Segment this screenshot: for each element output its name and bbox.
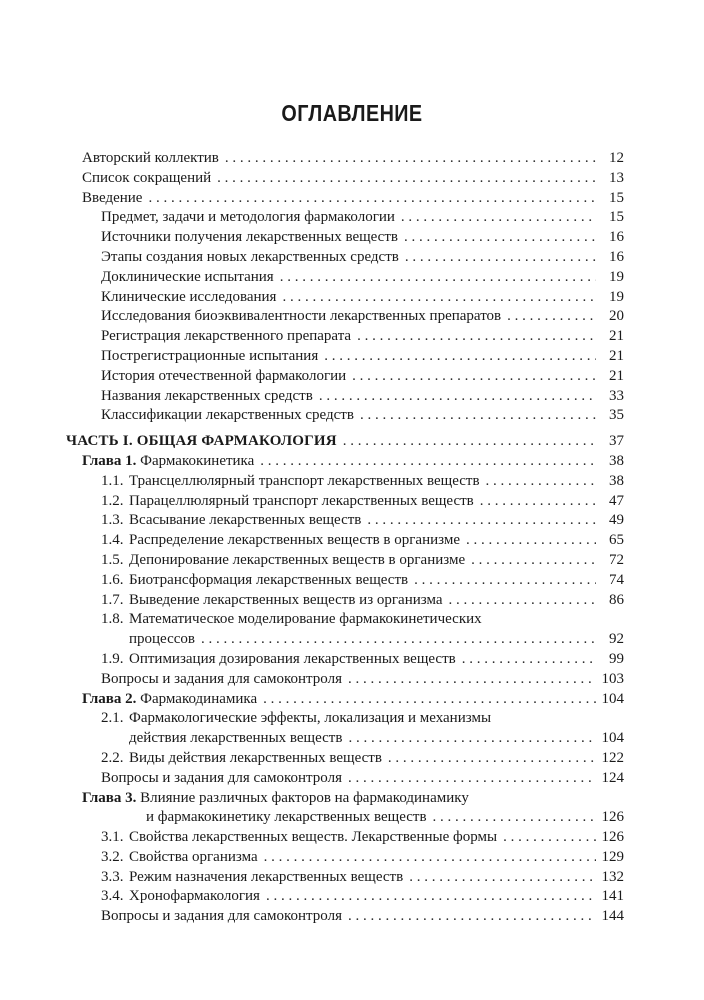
chapter-prefix: Глава 2. — [82, 690, 137, 707]
dot-leader — [201, 630, 596, 650]
toc-page-number: 21 — [609, 347, 624, 364]
toc-entry[interactable] — [0, 149, 704, 169]
toc-entry-label: Парацеллюлярный транспорт лекарственных веществ — [129, 492, 474, 509]
toc-entry-label: Названия лекарственных средств — [101, 387, 313, 404]
dot-leader — [263, 690, 596, 710]
toc-page-number: 13 — [609, 169, 624, 186]
dot-leader — [486, 472, 596, 492]
table-of-contents — [0, 149, 704, 927]
dot-leader — [348, 907, 596, 927]
toc-page-number: 74 — [609, 571, 624, 588]
dot-leader — [217, 169, 596, 189]
toc-page-number: 122 — [601, 749, 624, 766]
dot-leader — [357, 327, 596, 347]
section-number: 1.6. — [101, 571, 124, 588]
toc-page-number: 47 — [609, 492, 624, 509]
toc-section-entry[interactable] — [0, 571, 704, 591]
section-number: 1.1. — [101, 472, 124, 489]
toc-entry[interactable] — [0, 208, 704, 228]
toc-page-number: 35 — [609, 407, 624, 424]
toc-entry[interactable] — [0, 169, 704, 189]
section-number: 2.2. — [101, 749, 124, 766]
toc-entry[interactable] — [0, 189, 704, 209]
section-number: 3.4. — [101, 888, 124, 905]
toc-section-entry[interactable] — [0, 591, 704, 611]
dot-leader — [503, 828, 596, 848]
toc-page-number: 104 — [601, 730, 624, 747]
toc-page-number: 21 — [609, 367, 624, 384]
section-number: 1.9. — [101, 650, 124, 667]
toc-entry-label: Предмет, задачи и методология фармакологии — [101, 209, 395, 226]
dot-leader — [449, 591, 596, 611]
dot-leader — [409, 868, 596, 888]
toc-page-number: 132 — [601, 868, 624, 885]
section-number: 1.8. — [101, 611, 124, 628]
toc-entry-label: Источники получения лекарственных веществ — [101, 229, 398, 246]
dot-leader — [433, 808, 596, 828]
toc-entry-label: Список сокращений — [82, 169, 212, 186]
dot-leader — [280, 268, 596, 288]
toc-page-number: 12 — [609, 150, 624, 166]
toc-section-entry[interactable] — [0, 868, 704, 888]
toc-section-continuation[interactable] — [0, 729, 704, 749]
toc-page-number: 104 — [601, 690, 624, 707]
dot-leader — [471, 551, 596, 571]
dot-leader — [405, 248, 596, 268]
dot-leader — [343, 432, 596, 452]
toc-entry[interactable] — [0, 406, 704, 426]
section-number: 1.5. — [101, 551, 124, 568]
toc-entry-label: процессов — [129, 631, 195, 648]
toc-entry-label: Авторский коллектив — [82, 150, 219, 166]
toc-entry-label: Режим назначения лекарственных веществ — [129, 868, 404, 885]
toc-entry-label: Влияние различных факторов на фармакодинамику — [140, 789, 469, 806]
toc-section-entry[interactable] — [0, 531, 704, 551]
dot-leader — [148, 189, 596, 209]
toc-page-number: 72 — [609, 551, 624, 568]
toc-entry-label: действия лекарственных веществ — [129, 730, 343, 747]
dot-leader — [348, 729, 596, 749]
toc-entry-label: Виды действия лекарственных веществ — [129, 749, 382, 766]
toc-chapter-continuation[interactable] — [0, 808, 704, 828]
toc-page-number: 16 — [609, 248, 624, 265]
toc-page-number: 86 — [609, 591, 624, 608]
toc-page-number: 33 — [609, 387, 624, 404]
dot-leader — [264, 848, 596, 868]
section-number: 3.2. — [101, 848, 124, 865]
toc-page-number: 129 — [601, 848, 624, 865]
toc-entry-label: Классификации лекарственных средств — [101, 407, 354, 424]
toc-entry[interactable] — [0, 268, 704, 288]
toc-entry-label: Вопросы и задания для самоконтроля — [101, 908, 342, 925]
toc-entry-label: Математическое моделирование фармакокинетических — [129, 611, 482, 628]
toc-entry[interactable] — [0, 288, 704, 308]
toc-entry-label: Биотрансформация лекарственных веществ — [129, 571, 409, 588]
page-title: ОГЛАВЛЕНИЕ — [281, 100, 423, 126]
toc-entry[interactable] — [0, 387, 704, 407]
section-number: 2.1. — [101, 710, 124, 727]
toc-page-number: 92 — [609, 631, 624, 648]
toc-entry-label: Депонирование лекарственных веществ в организме — [129, 551, 466, 568]
toc-entry-label: Пострегистрационные испытания — [101, 347, 319, 364]
section-number: 3.1. — [101, 829, 124, 846]
dot-leader — [225, 149, 596, 169]
toc-entry-label: Доклинические испытания — [101, 268, 274, 285]
dot-leader — [260, 452, 596, 472]
toc-page-number: 124 — [601, 769, 624, 786]
toc-entry-label: Фармакологические эффекты, локализация и механизмы — [129, 710, 492, 727]
toc-page-number: 19 — [609, 268, 624, 285]
toc-entry-label: Этапы создания новых лекарственных средств — [101, 248, 399, 265]
toc-entry-label: Оптимизация дозирования лекарственных веществ — [129, 650, 456, 667]
toc-entry[interactable] — [0, 347, 704, 367]
chapter-prefix: Глава 3. — [82, 789, 137, 806]
toc-page-number: 21 — [609, 328, 624, 345]
toc-section-entry[interactable] — [0, 551, 704, 571]
toc-entry-label: Распределение лекарственных веществ в организме — [129, 532, 460, 549]
section-number: 3.3. — [101, 868, 124, 885]
toc-section-continuation[interactable] — [0, 630, 704, 650]
toc-page-number: 141 — [601, 888, 624, 905]
dot-leader — [466, 531, 596, 551]
toc-section-entry[interactable] — [0, 887, 704, 907]
toc-page-number: 15 — [609, 209, 624, 226]
dot-leader — [266, 887, 596, 907]
toc-page-number: 49 — [609, 512, 624, 529]
toc-part-label: ЧАСТЬ I. ОБЩАЯ ФАРМАКОЛОГИЯ — [66, 433, 337, 450]
toc-entry-label: Фармакокинетика — [140, 452, 255, 469]
dot-leader — [401, 208, 596, 228]
toc-part-entry[interactable] — [0, 432, 704, 452]
toc-page-number: 126 — [601, 809, 624, 826]
section-number: 1.2. — [101, 492, 124, 509]
toc-entry[interactable] — [0, 769, 704, 789]
dot-leader — [324, 347, 596, 367]
toc-section-entry[interactable] — [0, 749, 704, 769]
dot-leader — [348, 670, 596, 690]
toc-page-number: 99 — [609, 650, 624, 667]
toc-entry-label: Клинические исследования — [101, 288, 277, 305]
toc-entry-label: Всасывание лекарственных веществ — [129, 512, 362, 529]
dot-leader — [507, 307, 596, 327]
toc-section-entry[interactable] — [0, 650, 704, 670]
toc-entry[interactable] — [0, 367, 704, 387]
toc-page-number: 19 — [609, 288, 624, 305]
toc-entry-label: Трансцеллюлярный транспорт лекарственных веществ — [129, 472, 480, 489]
toc-section-entry[interactable] — [0, 511, 704, 531]
toc-page-number: 15 — [609, 189, 624, 206]
toc-section-entry[interactable] — [0, 828, 704, 848]
toc-page-number: 16 — [609, 229, 624, 246]
section-number: 1.4. — [101, 532, 124, 549]
toc-entry-label: Фармакодинамика — [140, 690, 258, 707]
toc-chapter-entry[interactable] — [0, 452, 704, 472]
toc-entry-label: Регистрация лекарственного препарата — [101, 328, 352, 345]
toc-entry[interactable] — [0, 248, 704, 268]
dot-leader — [282, 288, 596, 308]
dot-leader — [319, 387, 596, 407]
toc-entry[interactable] — [0, 907, 704, 927]
toc-page-number: 38 — [609, 472, 624, 489]
toc-section-entry[interactable] — [0, 709, 704, 729]
toc-chapter-entry[interactable] — [0, 789, 704, 809]
toc-section-entry[interactable] — [0, 848, 704, 868]
dot-leader — [462, 650, 596, 670]
dot-leader — [388, 749, 596, 769]
dot-leader — [360, 406, 596, 426]
dot-leader — [414, 571, 596, 591]
toc-entry-label: и фармакокинетику лекарственных веществ — [146, 809, 427, 826]
section-number: 1.3. — [101, 512, 124, 529]
toc-page-number: 38 — [609, 452, 624, 469]
toc-entry-label: Свойства лекарственных веществ. Лекарственные формы — [129, 829, 498, 846]
toc-page-number: 103 — [601, 670, 624, 687]
toc-entry-label: Свойства организма — [129, 848, 258, 865]
toc-section-entry[interactable] — [0, 492, 704, 512]
toc-entry-label: Введение — [82, 189, 143, 206]
dot-leader — [348, 769, 596, 789]
dot-leader — [480, 492, 596, 512]
dot-leader — [404, 228, 596, 248]
toc-entry-label: Исследования биоэквивалентности лекарственных препаратов — [101, 308, 502, 325]
toc-page-number: 126 — [601, 829, 624, 846]
toc-entry[interactable] — [0, 228, 704, 248]
toc-section-entry[interactable] — [0, 472, 704, 492]
toc-chapter-entry[interactable] — [0, 690, 704, 710]
toc-page-number: 20 — [609, 308, 624, 325]
chapter-prefix: Глава 1. — [82, 452, 137, 469]
toc-section-entry[interactable] — [0, 610, 704, 630]
dot-leader — [367, 511, 596, 531]
toc-entry[interactable] — [0, 307, 704, 327]
toc-entry-label: Выведение лекарственных веществ из организма — [129, 591, 443, 608]
toc-entry-label: История отечественной фармакологии — [101, 367, 347, 384]
toc-entry[interactable] — [0, 327, 704, 347]
toc-entry-label: Вопросы и задания для самоконтроля — [101, 670, 342, 687]
toc-page-number: 65 — [609, 532, 624, 549]
toc-entry-label: Хронофармакология — [129, 888, 260, 905]
toc-page-number: 37 — [609, 433, 624, 450]
toc-entry-label: Вопросы и задания для самоконтроля — [101, 769, 342, 786]
section-number: 1.7. — [101, 591, 124, 608]
dot-leader — [352, 367, 596, 387]
toc-entry[interactable] — [0, 670, 704, 690]
toc-page-number: 144 — [601, 908, 624, 925]
